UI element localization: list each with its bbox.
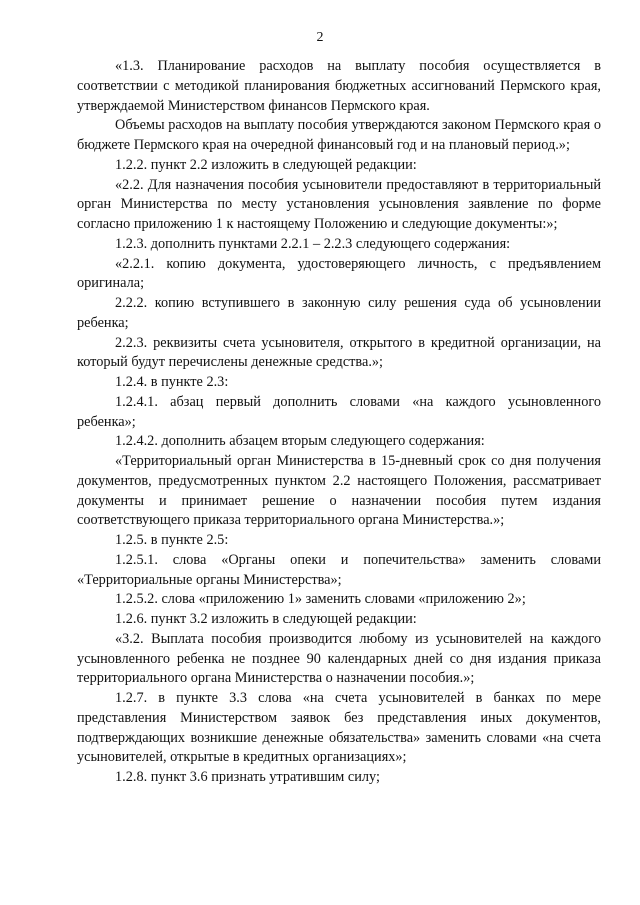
page-number: 2: [316, 30, 324, 45]
paragraph-2-2: «2.2. Для назначения пособия усыновители предоставляют в территориальный орган Министерства по месту установления усыновления заявление по форме согласно приложению 1 к настоящему Положению и следующие документы:»;: [77, 176, 601, 232]
paragraph-2-2-1: «2.2.1. копию документа, удостоверяющего личность, с предъявлением оригинала;: [77, 255, 601, 292]
paragraph-1-2-8: 1.2.8. пункт 3.6 признать утратившим силу;: [115, 769, 380, 785]
paragraph-1-2-5-2: 1.2.5.2. слова «приложению 1» заменить словами «приложению 2»;: [115, 591, 526, 608]
paragraph-1-2-6: 1.2.6. пункт 3.2 изложить в следующей редакции:: [115, 611, 417, 627]
paragraph-3-2: «3.2. Выплата пособия производится любому из усыновителей на каждого усыновленного ребенка не позднее 90 календарных дней со дня издания приказа территориального органа Министерства о назначении пособия.»;: [77, 630, 601, 687]
paragraph-expense-volumes: Объемы расходов на выплату пособия утверждаются законом Пермского края о бюджете Пермского края на очередной финансовый год и на плановый период.»;: [77, 117, 601, 153]
paragraph-1-2-5-1: 1.2.5.1. слова «Органы опеки и попечительства» заменить словами «Территориальные органы Министерства»;: [77, 551, 601, 588]
paragraph-1-2-4-2: 1.2.4.2. дополнить абзацем вторым следующего содержания:: [115, 433, 485, 450]
paragraph-territorial-body: «Территориальный орган Министерства в 15-дневный срок со дня получения документов, предусмотренных пунктом 2.2 настоящего Положения, рассматривает документы и принимает решение о назначении пособия путем издания соответствующего приказа территориального органа Министерства.»;: [77, 453, 601, 529]
paragraph-2-2-2: 2.2.2. копию вступившего в законную силу решения суда об усыновлении ребенка;: [77, 295, 601, 331]
paragraph-1-2-2: 1.2.2. пункт 2.2 изложить в следующей редакции:: [115, 156, 417, 173]
paragraph-2-2-3: 2.2.3. реквизиты счета усыновителя, открытого в кредитной организации, на который будут перечислены денежные средства.»;: [77, 334, 601, 371]
paragraph-1-3: «1.3. Планирование расходов на выплату пособия осуществляется в соответствии с методикой планирования бюджетных ассигнований Пермского края, утверждаемой Министерством финансов Пермского края.: [77, 58, 601, 114]
paragraph-1-2-4-1: 1.2.4.1. абзац первый дополнить словами «на каждого усыновленного ребенка»;: [77, 393, 601, 430]
paragraph-1-2-4: 1.2.4. в пункте 2.3:: [115, 374, 229, 390]
paragraph-1-2-5: 1.2.5. в пункте 2.5:: [115, 532, 229, 548]
paragraph-1-2-3: 1.2.3. дополнить пунктами 2.2.1 – 2.2.3 следующего содержания:: [115, 235, 511, 252]
document-body: [77, 57, 601, 788]
paragraph-1-2-7: 1.2.7. в пункте 3.3 слова «на счета усыновителей в банках по мере представления Министерством заявок без представления иных документов, подтверждающих возникшие денежные обязательства» заменить словами «на счета усыновителей, открытые в кредитных организациях»;: [77, 690, 601, 766]
